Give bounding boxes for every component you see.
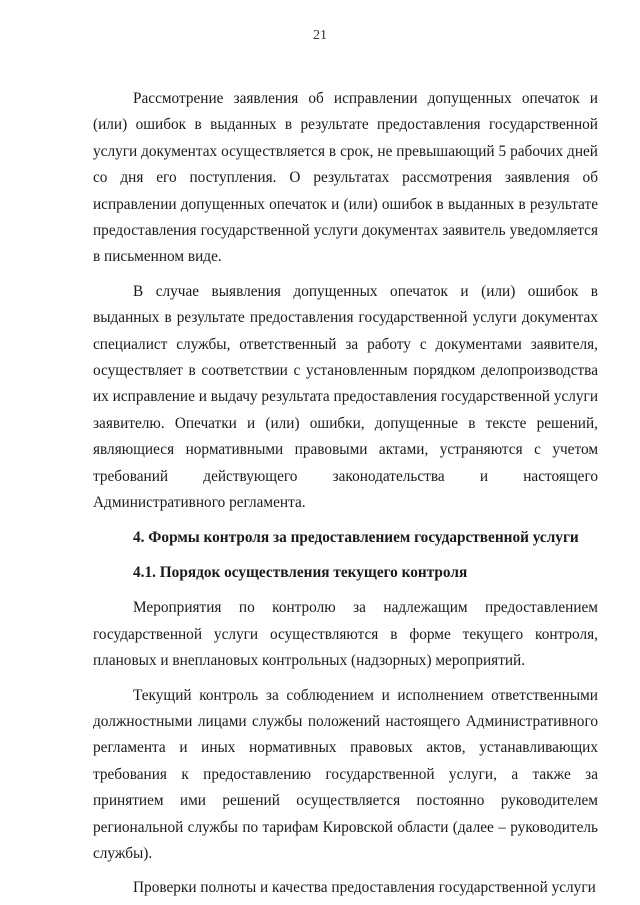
paragraph-correction-review: Рассмотрение заявления об исправлении допущенных опечаток и (или) ошибок в выданных в результате предоставления государственной услуги документах осуществляется в срок, не превышающий 5 рабочих дней со дня его поступления. О результатах рассмотрения заявления об исправлении допущенных опечаток и (или) ошибок в выданных в результате предоставления государственной услуги документах заявитель уведомляется в письменном виде. (93, 90, 598, 266)
paragraph-current-control: Текущий контроль за соблюдением и исполнением ответственными должностными лицами службы положений настоящего Административного регламента и иных нормативных правовых актов, устанавливающих требования к предоставлению государственной услуги, а также за принятием ими решений осуществляется постоянно руководителем региональной службы по тарифам Кировской области (далее – руководитель службы). (93, 686, 598, 862)
document-body (93, 86, 598, 902)
subsection-heading-current-control: 4.1. Порядок осуществления текущего контроля (133, 563, 468, 581)
paragraph-control-measures: Мероприятия по контролю за надлежащим предоставлением государственной услуги осуществляются в форме текущего контроля, плановых и внеплановых контрольных (надзорных) мероприятий. (93, 599, 598, 670)
paragraph-inspections: Проверки полноты и качества предоставления государственной услуги (133, 879, 596, 897)
paragraph-error-correction: В случае выявления допущенных опечаток и (или) ошибок в выданных в результате предоставления государственной услуги документах специалист службы, ответственный за работу с документами заявителя, осуществляет в соответствии с установленным порядком делопроизводства их исправление и выдачу результата предоставления государственной услуги заявителю. Опечатки и (или) ошибки, допущенные в тексте решений, являющиеся нормативными правовыми актами, устраняются с учетом требований действующего законодательства и настоящего Административного регламента. (93, 282, 598, 512)
section-heading-control-forms: 4. Формы контроля за предоставлением государственной услуги (133, 528, 579, 546)
page-number: 21 (313, 28, 327, 43)
